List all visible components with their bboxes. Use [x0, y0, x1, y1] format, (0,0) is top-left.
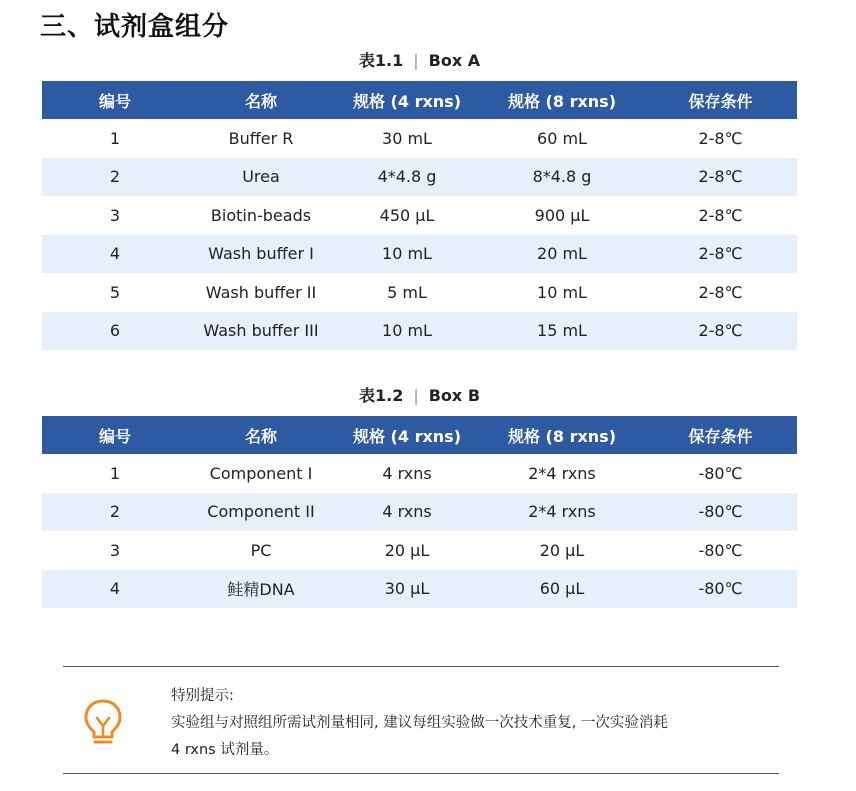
table-row — [42, 196, 797, 235]
box-b-table — [42, 416, 797, 608]
header-cell-spec-4: 规格 (4 rxns) — [334, 416, 480, 454]
table-cell: 10 mL — [334, 312, 480, 351]
table-cell: 15 mL — [480, 312, 644, 351]
table-cell: 450 μL — [379, 205, 435, 225]
header-cell-number: 编号 — [42, 81, 188, 119]
table-cell: 4 — [42, 570, 188, 609]
header-cell-spec-8: 规格 (8 rxns) — [480, 416, 644, 454]
table-cell: Component II — [188, 493, 334, 532]
table-cell: 2 — [42, 158, 188, 197]
table-cell: 5 mL — [387, 282, 427, 302]
table2-caption-label: 表1.2 — [358, 386, 404, 405]
table-row — [42, 570, 797, 609]
table1-caption-label: 表1.1 — [358, 51, 404, 70]
table-cell: 10 mL — [334, 235, 480, 274]
table-cell: Wash buffer II — [205, 282, 317, 302]
table-header-row — [42, 416, 797, 454]
table-cell: 6 — [42, 312, 188, 351]
table-row — [42, 493, 797, 532]
note-line-2: 4 rxns 试剂量。 — [171, 742, 279, 758]
table-cell: 60 mL — [537, 128, 587, 148]
table-row — [42, 531, 797, 570]
table1-caption-separator: | — [413, 51, 419, 70]
note-line-1: 实验组与对照组所需试剂量相同, 建议每组实验做一次技术重复, 一次实验消耗 — [171, 715, 668, 731]
table-row — [42, 119, 797, 158]
table-cell: Wash buffer III — [188, 312, 334, 351]
header-cell-number: 编号 — [42, 416, 188, 454]
table-cell: 2-8℃ — [644, 312, 797, 351]
table-cell: -80℃ — [644, 570, 797, 609]
table-cell: 2-8℃ — [698, 205, 743, 225]
table-cell: -80℃ — [698, 463, 743, 483]
header-cell-storage: 保存条件 — [644, 416, 797, 454]
table-cell: 2-8℃ — [698, 282, 743, 302]
table-cell: 鲑精DNA — [188, 570, 334, 609]
table-cell: 2 — [42, 493, 188, 532]
table-cell: 4 — [42, 235, 188, 274]
table2-caption — [42, 383, 797, 406]
table-cell: Wash buffer Ⅰ — [188, 235, 334, 274]
table-cell: Buffer R — [228, 128, 294, 148]
table-row — [42, 235, 797, 274]
table-cell: PC — [250, 540, 272, 560]
table-cell: -80℃ — [644, 493, 797, 532]
table-cell: 30 mL — [382, 128, 432, 148]
table-row — [42, 454, 797, 493]
table-cell: 20 μL — [384, 540, 430, 560]
table-cell: 2-8℃ — [698, 128, 743, 148]
table-cell: 2-8℃ — [644, 235, 797, 274]
table-cell: 2*4 rxns — [528, 463, 596, 483]
table-cell: 900 μL — [534, 205, 590, 225]
table-row — [42, 158, 797, 197]
table-cell: 1 — [109, 463, 121, 483]
table-cell: 20 μL — [539, 540, 585, 560]
table-cell: 20 mL — [480, 235, 644, 274]
lightbulb-icon — [81, 697, 125, 747]
table-cell: 30 μL — [334, 570, 480, 609]
table-header-row — [42, 81, 797, 119]
section-title: 三、试剂盒组分 — [40, 12, 230, 42]
table-cell: Biotin-beads — [210, 205, 312, 225]
header-cell-name: 名称 — [188, 416, 334, 454]
header-cell-storage: 保存条件 — [644, 81, 797, 119]
table-cell: -80℃ — [698, 540, 743, 560]
header-cell-spec-4: 规格 (4 rxns) — [334, 81, 480, 119]
header-cell-name: 名称 — [188, 81, 334, 119]
table-cell: Component Ⅰ — [209, 463, 313, 483]
table-cell: 3 — [109, 540, 121, 560]
special-note — [63, 666, 779, 774]
table2-caption-name: Box B — [428, 386, 481, 405]
table-cell: 4 rxns — [382, 463, 432, 483]
table1-caption-name: Box A — [428, 51, 481, 70]
table-cell: 8*4.8 g — [480, 158, 644, 197]
header-cell-spec-8: 规格 (8 rxns) — [480, 81, 644, 119]
table-cell: 5 — [109, 282, 121, 302]
table-cell: 2-8℃ — [644, 158, 797, 197]
table-cell: 3 — [109, 205, 121, 225]
table-cell: 1 — [109, 128, 121, 148]
table-cell: 10 mL — [537, 282, 587, 302]
table-cell: 2*4 rxns — [480, 493, 644, 532]
table-row — [42, 312, 797, 351]
table-row — [42, 273, 797, 312]
note-title: 特别提示: — [171, 688, 234, 704]
table-cell: 4 rxns — [334, 493, 480, 532]
table-cell: 60 μL — [480, 570, 644, 609]
table-cell: Urea — [188, 158, 334, 197]
box-a-table — [42, 81, 797, 350]
table2-caption-separator: | — [413, 386, 419, 405]
table-cell: 4*4.8 g — [334, 158, 480, 197]
table1-caption — [42, 48, 797, 71]
